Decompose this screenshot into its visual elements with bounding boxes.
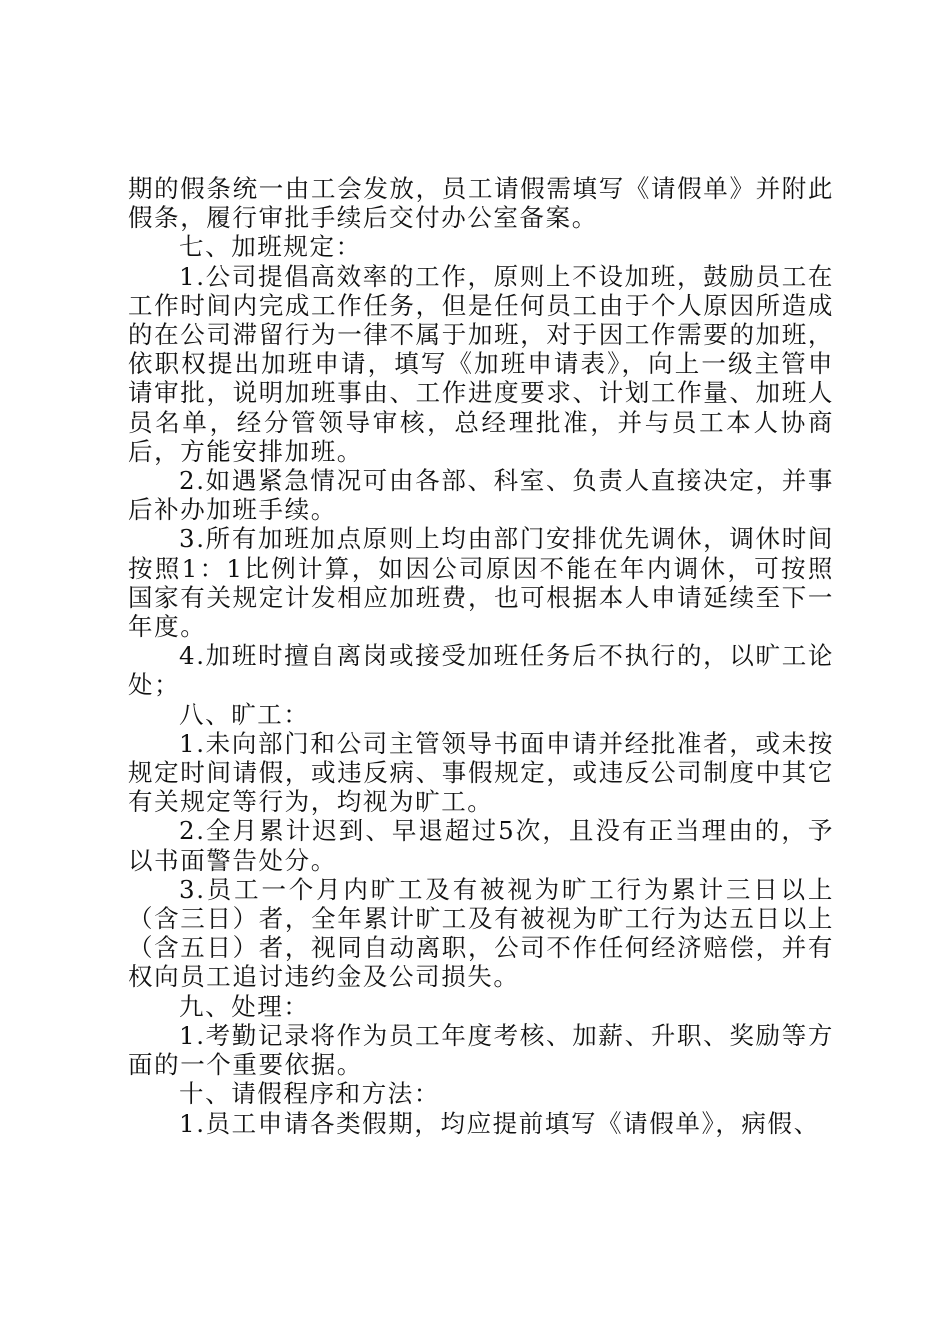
section-heading-overtime: 七、加班规定：: [179, 232, 362, 262]
overtime-item-1: 1.公司提倡高效率的工作，原则上不设加班，鼓励员工在工作时间内完成工作任务，但是任何员工由于个人原因所造成的在公司滞留行为一律不属于加班，对于因工作需要的加班，依职权提出加班申请，填写《加班申请表》，向上一级主管申请审批，说明加班事由、工作进度要求、计划工作量、加班人员名单，经分管领导审核，总经理批准，并与员工本人协商后，方能安排加班。: [128, 261, 834, 466]
section-heading-absenteeism: 八、旷工：: [179, 699, 310, 729]
section-heading-leave-procedure: 十、请假程序和方法：: [179, 1079, 440, 1109]
paragraph-continuation: 期的假条统一由工会发放，员工请假需填写《请假单》并附此假条，履行审批手续后交付办公室备案。: [128, 174, 834, 233]
absenteeism-item-1: 1.未向部门和公司主管领导书面申请并经批准者，或未按规定时间请假，或违反病、事假规定，或违反公司制度中其它有关规定等行为，均视为旷工。: [128, 728, 834, 817]
section-heading-handling: 九、处理：: [179, 991, 310, 1021]
overtime-item-4: 4.加班时擅自离岗或接受加班任务后不执行的，以旷工论处；: [128, 641, 834, 700]
overtime-item-2: 2.如遇紧急情况可由各部、科室、负责人直接决定，并事后补办加班手续。: [128, 466, 834, 525]
absenteeism-item-2: 2.全月累计迟到、早退超过5次，且没有正当理由的，予以书面警告处分。: [128, 816, 834, 875]
overtime-item-3: 3.所有加班加点原则上均由部门安排优先调休，调休时间按照1：1比例计算，如因公司原因不能在年内调休，可按照国家有关规定计发相应加班费，也可根据本人申请延续至下一年度。: [128, 524, 834, 642]
leave-procedure-item-1: 1.员工申请各类假期，均应提前填写《请假单》，病假、: [179, 1108, 820, 1138]
document-body: [128, 174, 834, 1138]
handling-item-1: 1.考勤记录将作为员工年度考核、加薪、升职、奖励等方面的一个重要依据。: [128, 1020, 834, 1080]
absenteeism-item-3: 3.员工一个月内旷工及有被视为旷工行为累计三日以上（含三日）者，全年累计旷工及有被视为旷工行为达五日以上（含五日）者，视同自动离职，公司不作任何经济赔偿，并有权向员工追讨违约金及公司损失。: [128, 874, 834, 992]
